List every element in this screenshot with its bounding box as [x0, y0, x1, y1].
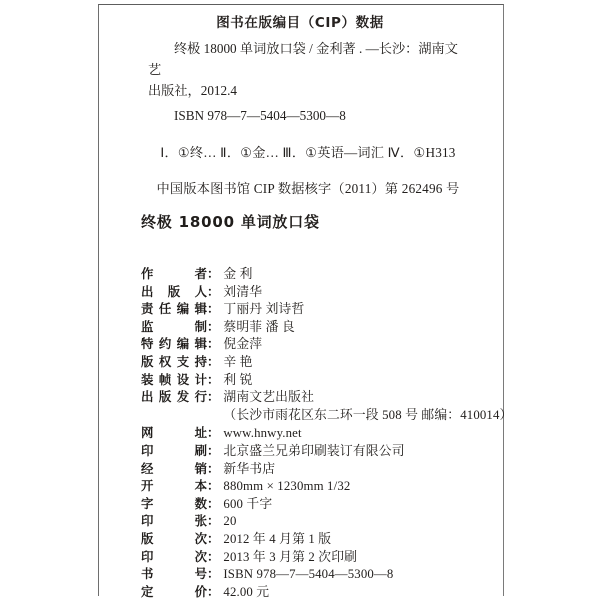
colophon-row-label: 印张: [141, 512, 207, 528]
colophon-row-continuation: [141, 404, 513, 423]
colophon-row-colon: ：: [207, 389, 220, 405]
colophon-row: [141, 476, 481, 494]
colophon-row-label: 装帧设计: [141, 371, 207, 387]
cip-number-line: 中国版本图书馆 CIP 数据核字（2011）第 262496 号: [156, 181, 460, 196]
colophon-row: [141, 333, 481, 351]
cip-record-block: [148, 38, 468, 199]
colophon-row-label: 定价: [141, 584, 207, 600]
colophon-row-colon: ：: [207, 424, 220, 440]
colophon-row-colon: ：: [207, 460, 220, 476]
colophon-row-label: 印刷: [141, 443, 207, 459]
colophon-row-value: 北京盛兰兄弟印刷装订有限公司: [223, 444, 405, 459]
cip-classification-line: Ⅰ．①终… Ⅱ．①金… Ⅲ．①英语—词汇 Ⅳ．①H313: [160, 145, 456, 160]
colophon-row: [141, 458, 481, 476]
colophon-row-colon: ：: [207, 496, 220, 512]
colophon-row-value: 600 千字: [223, 497, 273, 512]
colophon-row-colon: ：: [207, 283, 220, 299]
colophon-row-colon: ：: [207, 584, 220, 600]
colophon-row-value: 蔡明菲 潘 良: [223, 319, 295, 334]
colophon-row-value: 42.00 元: [223, 585, 270, 600]
colophon-row-label: 出版人: [141, 283, 207, 299]
colophon-row-colon: ：: [207, 512, 220, 528]
colophon-row-label: 责任编辑: [141, 301, 207, 317]
colophon-row-colon: ：: [207, 443, 220, 459]
colophon-row: [141, 281, 481, 299]
colophon-row: [141, 263, 481, 281]
colophon-row-label: 开本: [141, 477, 207, 493]
colophon-row: [141, 386, 481, 404]
colophon-row-label: 出版发行: [141, 389, 207, 405]
cip-heading: 图书在版编目（CIP）数据: [216, 15, 384, 31]
colophon-row-value: ISBN 978—7—5404—5300—8: [223, 566, 394, 581]
colophon-row: [141, 511, 481, 529]
colophon-row-value: 倪金萍: [223, 337, 263, 352]
colophon-row-colon: ：: [207, 531, 220, 547]
colophon-row-colon: ：: [207, 301, 220, 317]
colophon-row-value: 辛 艳: [223, 354, 253, 369]
colophon-row-colon: ：: [207, 565, 220, 581]
colophon-row-value: （长沙市雨花区东二环一段 508 号 邮编：410014）: [223, 407, 513, 422]
colophon-row-label: 书号: [141, 565, 207, 581]
colophon-row-value: 湖南文艺出版社: [223, 390, 315, 405]
colophon-row: [141, 581, 481, 599]
colophon-row-value: 利 锐: [223, 372, 253, 387]
colophon-row-value: 金 利: [223, 267, 253, 281]
colophon-row-value: www.hnwy.net: [223, 425, 302, 440]
cip-isbn-line: ISBN 978—7—5404—5300—8: [174, 108, 346, 123]
colophon-row-value: 2012 年 4 月第 1 版: [223, 532, 332, 547]
colophon-row-colon: ：: [207, 353, 220, 369]
colophon-row-value: 20: [223, 513, 237, 528]
colophon-row-value: 丁丽丹 刘诗哲: [223, 302, 305, 317]
colophon-row: [141, 351, 481, 369]
colophon-row-label: 监制: [141, 318, 207, 334]
colophon-list: [141, 263, 513, 600]
colophon-row: [141, 316, 481, 334]
colophon-row-colon: ：: [207, 336, 220, 352]
colophon-row: [141, 564, 481, 582]
colophon-row-colon: ：: [207, 548, 220, 564]
colophon-row-label: 经销: [141, 460, 207, 476]
colophon-row-label: 版次: [141, 531, 207, 547]
colophon-row-label: 印次: [141, 548, 207, 564]
colophon-row: [141, 298, 481, 316]
colophon-row-value: 2013 年 3 月第 2 次印刷: [223, 549, 358, 564]
colophon-row-label: 特约编辑: [141, 336, 207, 352]
colophon-row-colon: ：: [207, 477, 220, 493]
colophon-row-label: 字数: [141, 496, 207, 512]
colophon-row-colon: ：: [207, 371, 220, 387]
colophon-row: [141, 546, 481, 564]
colophon-row-colon: ：: [207, 266, 220, 281]
colophon-row: [141, 493, 481, 511]
colophon-row-value: 880mm × 1230mm 1/32: [223, 478, 351, 493]
colophon-row-colon: ：: [207, 318, 220, 334]
colophon-row-label: 作者: [141, 266, 207, 281]
colophon-row-value: 新华书店: [223, 461, 276, 476]
colophon-row-value: 刘清华: [223, 284, 263, 299]
colophon-row: [141, 528, 481, 546]
colophon-row: [141, 440, 481, 458]
book-title: 终极 18000 单词放口袋: [141, 213, 320, 231]
cip-citation-line-1: 终极 18000 单词放口袋 / 金利著 . —长沙：湖南文艺: [148, 41, 458, 77]
colophon-row: [141, 423, 481, 441]
colophon-row-label: 网址: [141, 424, 207, 440]
cip-citation-line-2: 出版社，2012.4: [148, 83, 238, 98]
colophon-row: [141, 369, 481, 387]
colophon-row-label: 版权支持: [141, 353, 207, 369]
